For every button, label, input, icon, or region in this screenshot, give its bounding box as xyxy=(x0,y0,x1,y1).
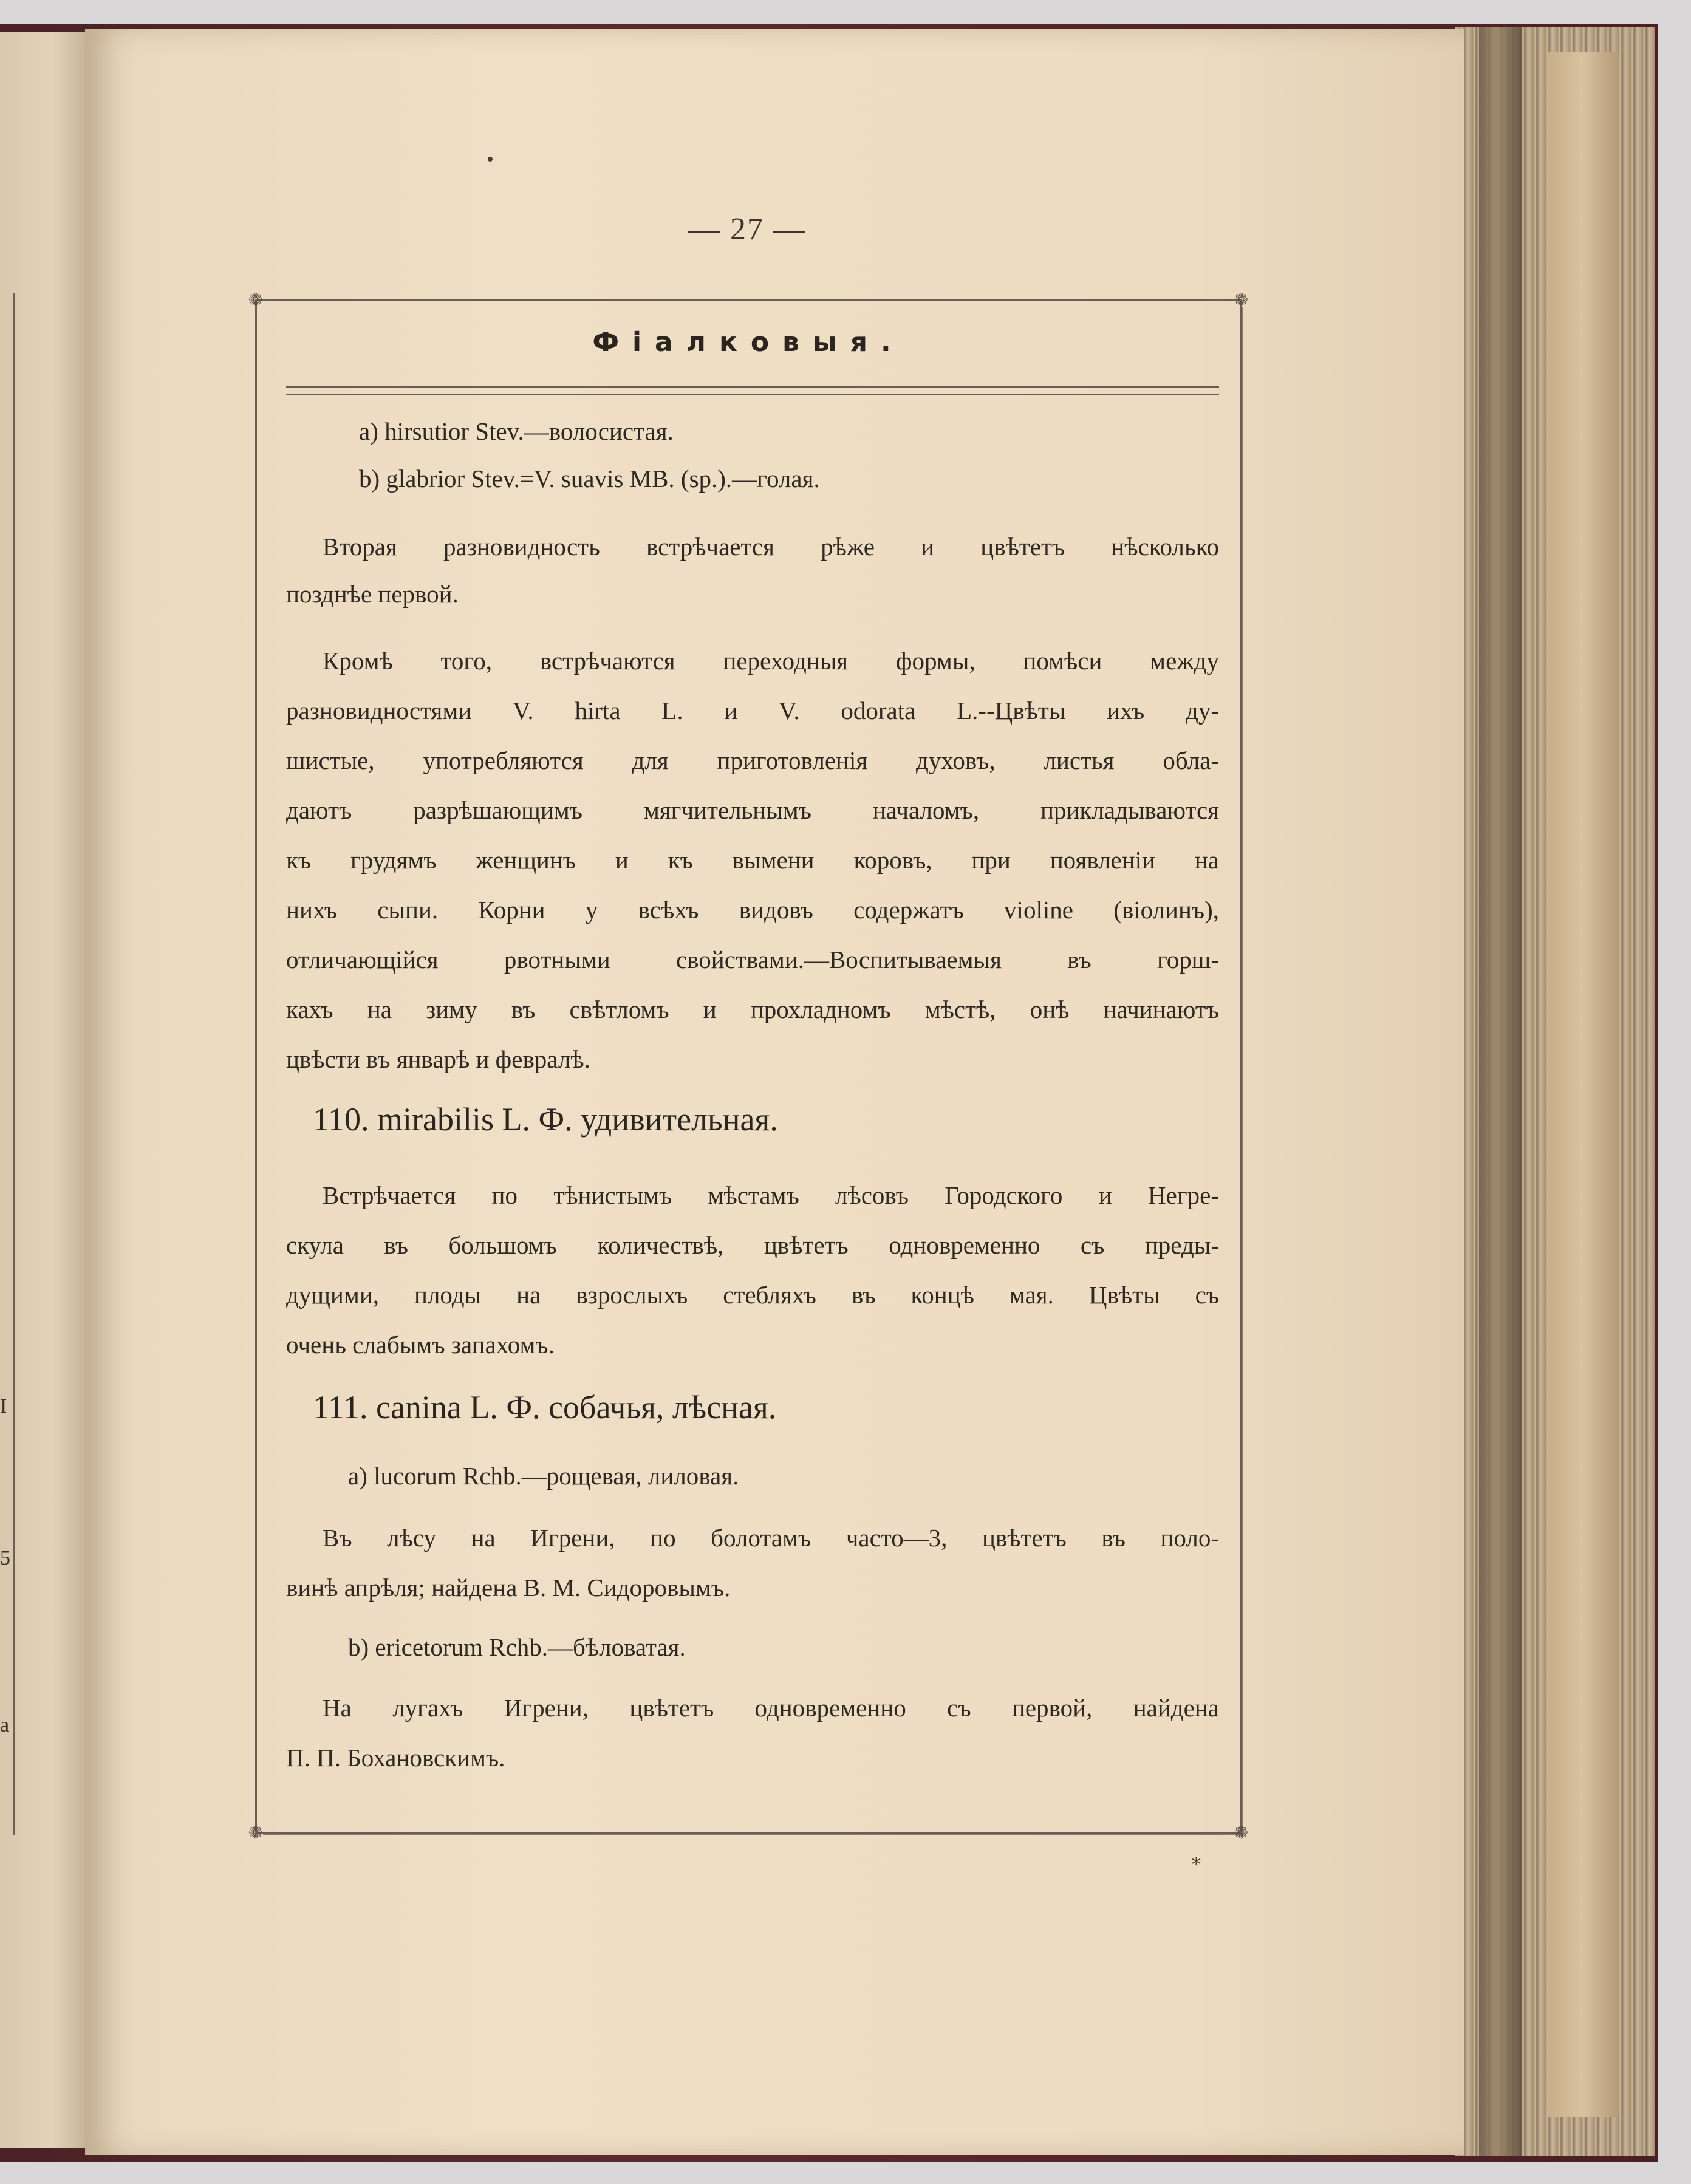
footnote-asterisk: * xyxy=(1192,1854,1201,1875)
paragraph-line: П. П. Бохановскимъ. xyxy=(286,1744,505,1772)
page-number: — 27 — xyxy=(688,212,806,247)
variety-line: b) glabrior Stev.=V. suavis MB. (sp.).—голая. xyxy=(359,465,820,493)
paragraph-line: Встрѣчается по тѣнистымъ мѣстамъ лѣсовъ Городского и Негре- xyxy=(323,1181,1219,1209)
book-page xyxy=(85,29,1464,2155)
previous-page-fragment: a xyxy=(0,1714,10,1736)
frame-corner-ornament: ❁ xyxy=(1234,1823,1248,1843)
species-heading: 110. mirabilis L. Ф. удивительная. xyxy=(313,1101,778,1138)
variety-line: a) hirsutior Stev.—волосистая. xyxy=(359,417,674,445)
paragraph-line: Кромѣ того, встрѣчаются переходныя формы, помѣси между xyxy=(323,647,1219,675)
section-heading: Фіалковыя. xyxy=(592,327,904,358)
paragraph-line: шистые, употребляются для приготовленія духовъ, листья обла- xyxy=(286,746,1219,774)
previous-page-fragment: 5 xyxy=(0,1547,10,1569)
previous-page-edge xyxy=(0,32,85,2148)
content-frame xyxy=(248,290,1248,1843)
paragraph-line: нихъ сыпи. Корни у всѣхъ видовъ содержатъ violine (віолинъ), xyxy=(286,896,1219,924)
ink-speck xyxy=(488,157,493,162)
paragraph-line: скула въ большомъ количествѣ, цвѣтетъ одновременно съ преды- xyxy=(286,1231,1219,1259)
page-stack-strip xyxy=(1546,52,1619,2117)
paragraph-line: даютъ разрѣшающимъ мягчительнымъ началомъ, прикладываются xyxy=(286,796,1219,824)
page-stack-shadow xyxy=(1479,27,1522,2156)
species-heading: 111. canina L. Ф. собачья, лѣсная. xyxy=(313,1389,777,1425)
paragraph-line: очень слабымъ запахомъ. xyxy=(286,1331,555,1359)
previous-page-fragment: I xyxy=(0,1395,7,1418)
paragraph-line: На лугахъ Игрени, цвѣтетъ одновременно съ первой, найдена xyxy=(323,1694,1219,1722)
variety-line: a) lucorum Rchb.—рощевая, лиловая. xyxy=(348,1462,739,1490)
previous-page-frame-rule xyxy=(13,293,15,1835)
paragraph-line: разновидностями V. hirta L. и V. odorata L.--Цвѣты ихъ ду- xyxy=(286,697,1219,725)
frame-corner-ornament: ❁ xyxy=(1234,290,1248,310)
paragraph-line: къ грудямъ женщинъ и къ вымени коровъ, при появленіи на xyxy=(286,846,1219,874)
paragraph-line: отличающійся рвотными свойствами.—Воспитываемыя въ горш- xyxy=(286,946,1219,974)
variety-line: b) ericetorum Rchb.—бѣловатая. xyxy=(348,1633,686,1661)
paragraph-line: кахъ на зиму въ свѣтломъ и прохладномъ мѣстѣ, онѣ начинаютъ xyxy=(286,995,1219,1023)
paragraph-line: дущими, плоды на взрослыхъ стебляхъ въ концѣ мая. Цвѣты съ xyxy=(286,1281,1219,1309)
frame-corner-ornament: ❁ xyxy=(248,1823,263,1843)
paragraph-line: позднѣе первой. xyxy=(286,580,459,608)
heading-double-rule xyxy=(286,386,1219,395)
paragraph-line: цвѣсти въ январѣ и февралѣ. xyxy=(286,1045,590,1073)
page-stack-edges xyxy=(1455,27,1655,2156)
frame-corner-ornament: ❁ xyxy=(248,290,263,310)
paragraph-line: Въ лѣсу на Игрени, по болотамъ часто—3, цвѣтетъ въ поло- xyxy=(323,1524,1219,1552)
paragraph-line: Вторая разновидность встрѣчается рѣже и цвѣтетъ нѣсколько xyxy=(323,533,1219,561)
paragraph-line: винѣ апрѣля; найдена В. М. Сидоровымъ. xyxy=(286,1574,731,1602)
